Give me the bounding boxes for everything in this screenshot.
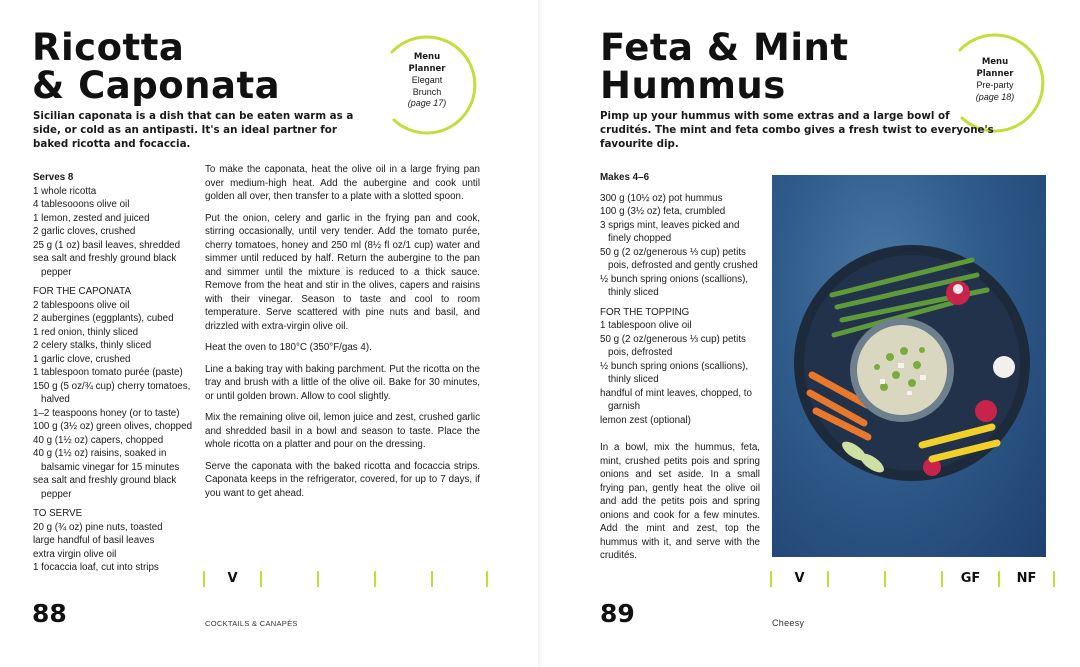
dietary-tag bbox=[317, 571, 374, 587]
ingredient-item: extra virgin olive oil bbox=[33, 548, 117, 560]
recipe-intro: Sicilian caponata is a dish that can be eaten warm as a side, or cold as an antipasti. It's an ideal partner for baked ricotta and focaccia. bbox=[33, 110, 354, 150]
ingredient-item: 100 g (3½ oz) feta, crumbled bbox=[600, 206, 726, 217]
title-line-1: Feta & Mint bbox=[600, 26, 849, 69]
method-step: Put the onion, celery and garlic in the frying pan and cook, stirring occasionally, until very tender. Add the tomato purée, cherry tomatoes, honey and 250 ml (8½ fl oz/1 cup) water and simmer until reduced by half. Return the aubergine to the pan and simmer until the mixture is reduced to a thick sauce. Remove from the heat and stir in the olives, capers and raisins with their vinegar. Season to taste and cool to room temperature. Serve scattered with pine nuts and basil, and drizzled with extra-virgin olive oil. bbox=[205, 212, 480, 332]
hummus bbox=[857, 325, 947, 415]
dietary-tag: GF bbox=[941, 571, 998, 587]
ingredient-item: 40 g (1½ oz) capers, chopped bbox=[33, 434, 164, 446]
method-step: Serve the caponata with the baked ricotta and focaccia strips. Caponata keeps in the refrigerator, covered, for up to 7 days, if you want to get ahead. bbox=[205, 460, 480, 499]
ingredient-item: 300 g (10½ oz) pot hummus bbox=[600, 192, 723, 204]
ingredient-item: 2 tablespoons olive oil bbox=[33, 299, 130, 311]
method-step: Mix the remaining olive oil, lemon juice and zest, crushed garlic and shredded basil in a bowl and season to taste. Place the whole ricotta on a platter and pour on the dressing. bbox=[205, 412, 480, 450]
menu-planner-badge bbox=[372, 30, 482, 140]
ingredient-item: 20 g (¾ oz) pine nuts, toasted bbox=[33, 521, 163, 533]
ingredient-item: 2 aubergines (eggplants), cubed bbox=[33, 313, 174, 324]
ingredient-item: 1 tablespoon olive oil bbox=[600, 320, 692, 331]
ingredient-item: handful of mint leaves, chopped, to garnish bbox=[600, 387, 752, 412]
dietary-tags bbox=[203, 571, 488, 587]
ingredient-item: 50 g (2 oz/generous ⅓ cup) petits pois, defrosted and gently crushed bbox=[600, 246, 758, 271]
footer-section: Cheesy bbox=[772, 618, 805, 628]
ingredient-item: 1 whole ricotta bbox=[33, 185, 97, 197]
caponata-heading: FOR THE CAPONATA bbox=[33, 286, 131, 297]
planner-title-2: Planner bbox=[408, 63, 446, 74]
title-line-2: & Caponata bbox=[32, 64, 281, 107]
recipe-title bbox=[600, 26, 849, 107]
ingredient-item: large handful of basil leaves bbox=[33, 535, 155, 546]
ingredient-item: 150 g (5 oz/¾ cup) cherry tomatoes, halved bbox=[33, 380, 191, 405]
ingredients-list bbox=[600, 171, 762, 563]
dietary-tag bbox=[884, 571, 941, 587]
base-ingredients bbox=[600, 192, 762, 300]
ingredient-item: 1–2 teaspoons honey (or to taste) bbox=[33, 407, 180, 419]
planner-text bbox=[940, 57, 1050, 103]
serve-heading: TO SERVE bbox=[33, 508, 83, 519]
ingredient-item: 1 focaccia loaf, cut into strips bbox=[33, 562, 159, 573]
ingredient-item: 3 sprigs mint, leaves picked and finely chopped bbox=[600, 219, 740, 244]
dietary-tag bbox=[827, 571, 884, 587]
dietary-tag bbox=[374, 571, 431, 587]
recipe-intro: Pimp up your hummus with some extras and a large bowl of crudités. The mint and feta combo gives a fresh twist to everyone's favourite dip. bbox=[600, 110, 994, 150]
ingredient-item: 40 g (1½ oz) raisins, soaked in balsamic vinegar for 15 minutes bbox=[33, 448, 180, 473]
ingredient-item: ½ bunch spring onions (scallions), thinly sliced bbox=[600, 273, 749, 298]
hummus-platter-illustration bbox=[772, 175, 1046, 557]
ingredient-item: ½ bunch spring onions (scallions), thinly sliced bbox=[600, 360, 749, 385]
ingredient-item: 1 tablespoon tomato purée (paste) bbox=[33, 367, 183, 378]
recipe-title bbox=[32, 26, 281, 107]
planner-line-1: Elegant bbox=[411, 75, 443, 85]
topping-heading: FOR THE TOPPING bbox=[600, 306, 690, 318]
dietary-tag bbox=[260, 571, 317, 587]
ingredients-list bbox=[33, 171, 193, 575]
page-number: 89 bbox=[600, 599, 635, 628]
topping-ingredients bbox=[600, 319, 762, 427]
footer-section: COCKTAILS & CANAPÉS bbox=[205, 619, 298, 628]
caponata-ingredients bbox=[33, 299, 193, 502]
method-step: Line a baking tray with baking parchment. Put the ricotta on the tray and brush with a little of the olive oil. Bake for 30 minutes, or until golden brown. Allow to cool slightly. bbox=[205, 363, 480, 402]
planner-title-2: Planner bbox=[976, 68, 1014, 79]
ingredient-item: 100 g (3½ oz) green olives, chopped bbox=[33, 421, 193, 432]
yield: Serves 8 bbox=[33, 172, 74, 183]
dietary-tag: V bbox=[770, 571, 827, 587]
planner-page-ref: (page 18) bbox=[975, 91, 1015, 102]
ingredient-item: sea salt and freshly ground black pepper bbox=[33, 475, 177, 500]
method-step: To make the caponata, heat the olive oil in a large frying pan over medium-high heat. Add the aubergine and cook until golden all over, then transfer to a plate with a slotted spoon. bbox=[205, 164, 480, 202]
ingredient-item: 1 garlic clove, crushed bbox=[33, 353, 131, 365]
hummus-photo bbox=[772, 175, 1046, 557]
ingredient-item: sea salt and freshly ground black pepper bbox=[33, 253, 177, 278]
method-text bbox=[205, 163, 480, 508]
planner-line-1: Pre-party bbox=[976, 80, 1014, 90]
title-line-1: Ricotta bbox=[32, 26, 185, 69]
ingredient-item: 4 tablesooons olive oil bbox=[33, 199, 130, 210]
planner-text bbox=[372, 52, 482, 110]
serve-ingredients bbox=[33, 521, 193, 575]
planner-title-1: Menu bbox=[413, 52, 441, 62]
planner-title-1: Menu bbox=[981, 57, 1009, 67]
ingredient-item: 1 red onion, thinly sliced bbox=[33, 326, 139, 338]
page-number: 88 bbox=[32, 599, 67, 628]
ingredient-item: 1 lemon, zested and juiced bbox=[33, 212, 150, 224]
dietary-tags bbox=[770, 571, 1055, 587]
base-ingredients bbox=[33, 185, 193, 280]
planner-page-ref: (page 17) bbox=[407, 98, 447, 108]
ingredient-item: lemon zest (optional) bbox=[600, 414, 691, 426]
planner-line-2: Brunch bbox=[412, 86, 442, 97]
method-text: In a bowl, mix the hummus, feta, mint, crushed petits pois and spring onions and set aside. In a small frying pan, gently heat the olive oil and add the petits pois and spring onions and cook for a few minutes. Add the mint and zest, top the hummus with it, and serve with the crudités. bbox=[600, 442, 760, 561]
dietary-tag: V bbox=[203, 571, 260, 587]
title-line-2: Hummus bbox=[600, 64, 786, 107]
method-step: Heat the oven to 180°C (350°F/gas 4). bbox=[205, 342, 372, 353]
ingredient-item: 2 celery stalks, thinly sliced bbox=[33, 340, 152, 351]
ingredient-item: 2 garlic cloves, crushed bbox=[33, 226, 136, 237]
yield: Makes 4–6 bbox=[600, 172, 650, 183]
ingredient-item: 50 g (2 oz/generous ⅓ cup) petits pois, defrosted bbox=[600, 333, 746, 358]
ingredient-item: 25 g (1 oz) basil leaves, shredded bbox=[33, 239, 181, 251]
dietary-tag bbox=[431, 571, 488, 587]
dietary-tag: NF bbox=[998, 571, 1055, 587]
